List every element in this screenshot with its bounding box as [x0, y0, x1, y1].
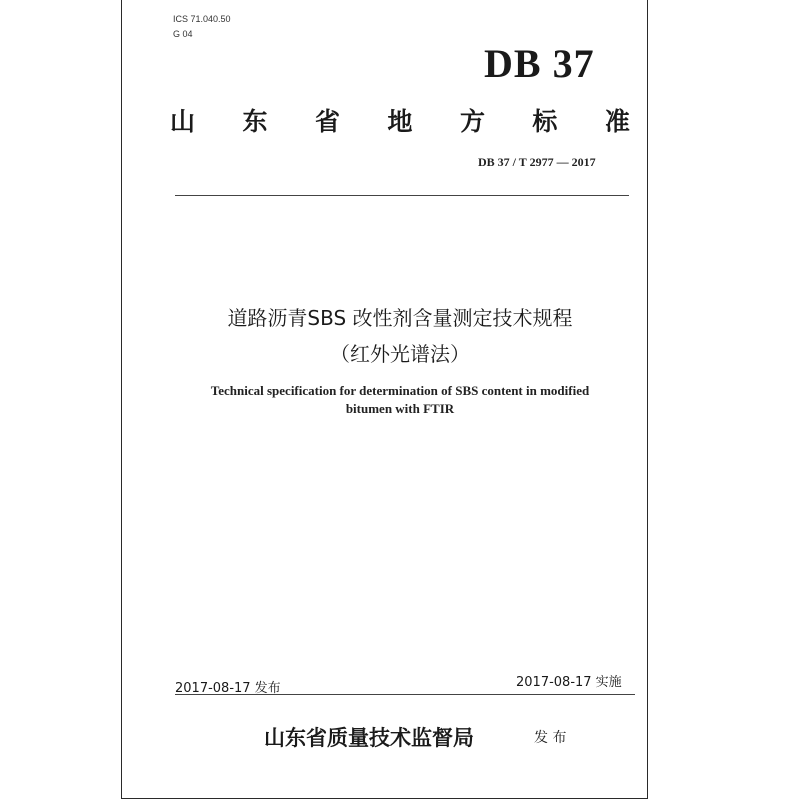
document-title-cn: 道路沥青SBS 改性剂含量测定技术规程 [227, 306, 573, 330]
document-title-en-line1: Technical specification for determination of SBS content in modified [210, 383, 590, 398]
footer-divider [175, 694, 635, 695]
standard-type-char: 省 [314, 107, 340, 136]
document-subtitle-cn: （红外光谱法） [330, 342, 470, 366]
header-divider [175, 195, 629, 196]
issue-label: 发 布 [534, 730, 567, 746]
document-title-en-line2: bitumen with FTIR [345, 401, 455, 416]
ics-code: ICS 71.040.50 [173, 14, 231, 24]
implementation-date: 2017-08-17 实施 [516, 675, 622, 690]
standard-type-heading [170, 102, 630, 138]
standard-number: DB 37 / T 2977 — 2017 [478, 155, 596, 169]
standard-type-char: 标 [532, 107, 558, 136]
db-label: DB 37 [484, 41, 595, 86]
standard-type-char: 准 [604, 107, 630, 136]
standard-type-char: 东 [242, 107, 268, 136]
standard-type-char: 地 [387, 107, 413, 136]
classification-code: G 04 [173, 29, 193, 39]
standard-type-char: 方 [459, 107, 485, 136]
standard-type-char: 山 [170, 107, 196, 136]
issuing-authority: 山东省质量技术监督局 [264, 725, 474, 750]
release-date: 2017-08-17 发布 [175, 681, 281, 696]
